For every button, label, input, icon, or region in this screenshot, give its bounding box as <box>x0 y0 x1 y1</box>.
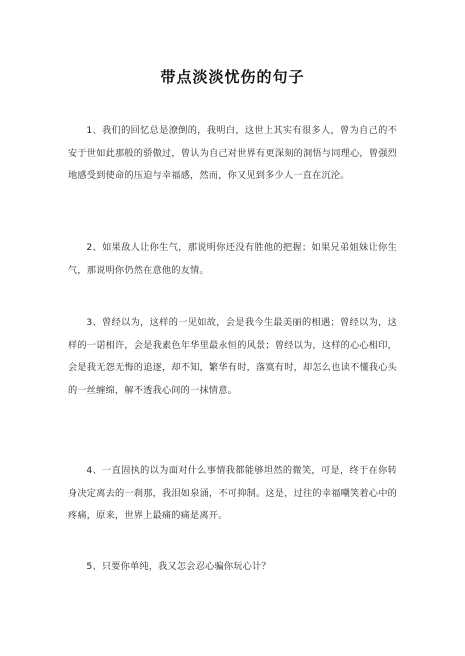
paragraph-2: 2、如果敌人让你生气，那说明你还没有胜他的把握；如果兄弟姐妹让你生气，那说明你仍然在意他的友情。 <box>68 242 397 276</box>
document-title: 带点淡淡忧伤的句子 <box>160 68 305 86</box>
paragraph-1: 1、我们的回忆总是潦倒的，我明白，这世上其实有很多人，曾为自己的不安于世如此那般的骄傲过，曾认为自己对世界有更深刻的洞悟与同理心，曾强烈地感受到使命的压迫与幸福感，然而，你又见到多少人一直在沉沦。 <box>68 125 397 181</box>
paragraph-3: 3、曾经以为，这样的一见如故，会是我今生最美丽的相遇；曾经以为，这样的一诺相许，会是我素色年华里最永恒的风景；曾经以为，这样的心心相印，会是我无怨无悔的追逐，却不知，繁华有时，落寞有时，却怎么也读不懂我心头的一丝缠绵，解不透我心间的一抹情意。 <box>68 317 397 396</box>
paragraph-5: 5、只要你单纯，我又怎会忍心骗你玩心计？ <box>86 561 271 572</box>
paragraph-4: 4、一直固执的以为面对什么事情我都能够坦然的微笑，可是，终于在你转身决定离去的一刹那，我泪如泉涌，不可抑制。这是，过往的幸福嘲笑着心中的疼痛，原来，世界上最痛的痛是离开。 <box>68 465 397 521</box>
